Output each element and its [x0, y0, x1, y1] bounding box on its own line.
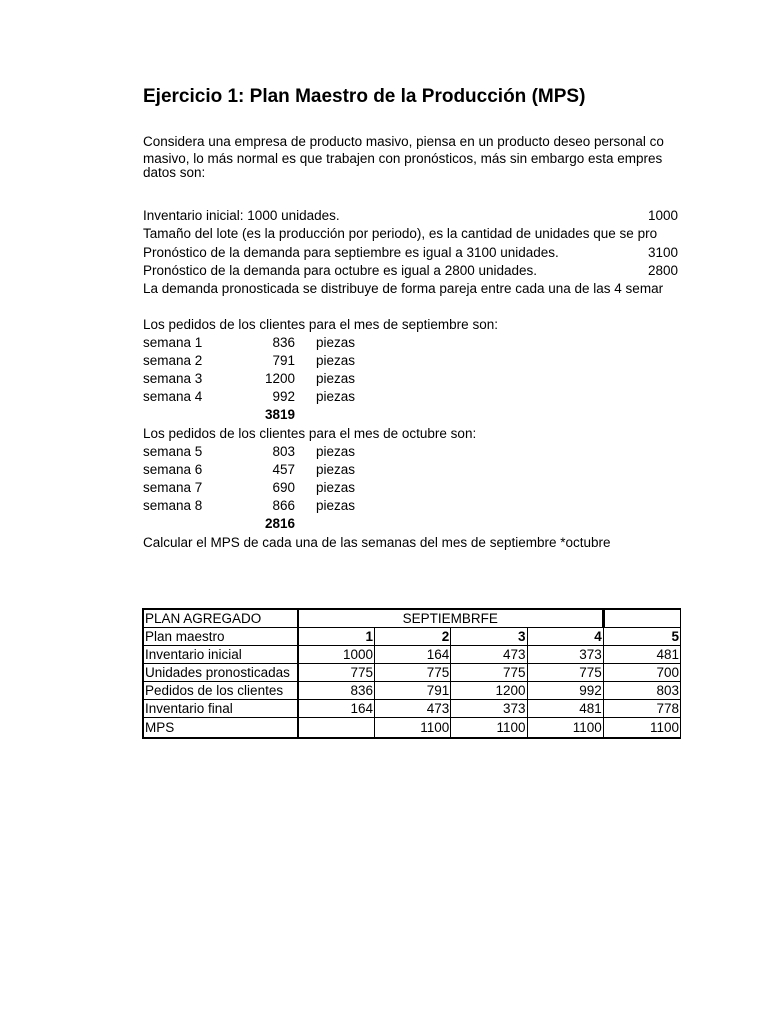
sept-week-unit: piezas	[316, 389, 356, 404]
page-title: Ejercicio 1: Plan Maestro de la Producción (MPS)	[143, 86, 586, 107]
sept-total: 3819	[264, 407, 295, 422]
intro-line-3: datos son:	[143, 165, 206, 180]
table-cell: 164	[375, 646, 451, 664]
oct-week-qty: 457	[272, 462, 295, 477]
oct-week-qty: 866	[272, 498, 295, 513]
table-row	[143, 664, 681, 682]
table-cell: 803	[603, 682, 680, 700]
oct-week-qty: 690	[272, 480, 295, 495]
table-header-row	[143, 609, 681, 628]
row-label: Pedidos de los clientes	[143, 682, 298, 700]
sept-week-label: semana 3	[143, 371, 203, 386]
table-cell: 778	[603, 700, 680, 718]
sept-week-label: semana 2	[143, 353, 203, 368]
given-pronostico-octubre-value: 2800	[648, 263, 679, 278]
oct-orders-heading: Los pedidos de los clientes para el mes de octubre son:	[143, 426, 477, 441]
given-pronostico-septiembre-value: 3100	[648, 245, 679, 260]
row-label: Plan maestro	[143, 628, 298, 646]
given-pronostico-septiembre: Pronóstico de la demanda para septiembre es igual a 3100 unidades.	[143, 245, 559, 260]
row-label: Inventario inicial	[143, 646, 298, 664]
oct-week-unit: piezas	[316, 498, 356, 513]
table-cell: 775	[451, 664, 527, 682]
table-cell: 791	[375, 682, 451, 700]
table-cell: 481	[603, 646, 680, 664]
instruction-text: Calcular el MPS de cada una de las semanas del mes de septiembre *octubre	[143, 535, 611, 550]
table-cell: 473	[451, 646, 527, 664]
sept-week-label: semana 4	[143, 389, 203, 404]
oct-week-unit: piezas	[316, 480, 356, 495]
table-cell: 836	[298, 682, 375, 700]
table-cell: 4	[527, 628, 603, 646]
oct-week-unit: piezas	[316, 462, 356, 477]
table-cell: 1100	[375, 718, 451, 739]
given-tamano-lote: Tamaño del lote (es la producción por periodo), es la cantidad de unidades que se pro	[143, 226, 658, 241]
table-header-label: PLAN AGREGADO	[143, 609, 298, 628]
table-cell: 1200	[451, 682, 527, 700]
table-row	[143, 700, 681, 718]
table-month-header: SEPTIEMBRFE	[298, 609, 604, 628]
oct-week-label: semana 8	[143, 498, 203, 513]
table-cell: 1100	[451, 718, 527, 739]
sept-week-qty: 992	[272, 389, 295, 404]
oct-week-label: semana 5	[143, 444, 203, 459]
sept-week-unit: piezas	[316, 353, 356, 368]
table-row	[143, 718, 681, 739]
table-cell: 1	[298, 628, 375, 646]
given-inventario-inicial: Inventario inicial: 1000 unidades.	[143, 208, 340, 223]
oct-week-unit: piezas	[316, 444, 356, 459]
oct-week-label: semana 6	[143, 462, 203, 477]
table-cell: 3	[451, 628, 527, 646]
table-cell: 2	[375, 628, 451, 646]
table-cell: 700	[603, 664, 680, 682]
table-cell: 775	[375, 664, 451, 682]
oct-total: 2816	[264, 516, 295, 531]
table-cell: 164	[298, 700, 375, 718]
table-cell: 5	[603, 628, 680, 646]
table-cell: 473	[375, 700, 451, 718]
sept-week-label: semana 1	[143, 335, 203, 350]
intro-line-2: masivo, lo más normal es que trabajen con pronósticos, más sin embargo esta empres	[143, 151, 663, 166]
table-cell: 1000	[298, 646, 375, 664]
sept-week-unit: piezas	[316, 335, 356, 350]
given-inventario-inicial-value: 1000	[648, 208, 679, 223]
table-cell: 1100	[603, 718, 680, 739]
table-row	[143, 646, 681, 664]
table-cell: 1100	[527, 718, 603, 739]
sept-week-qty: 836	[272, 335, 295, 350]
sept-orders-heading: Los pedidos de los clientes para el mes de septiembre son:	[143, 317, 498, 332]
table-cell: 373	[451, 700, 527, 718]
table-cell: 373	[527, 646, 603, 664]
table-row	[143, 628, 681, 646]
table-cell: 775	[527, 664, 603, 682]
sept-week-qty: 1200	[264, 371, 295, 386]
sept-week-qty: 791	[272, 353, 295, 368]
table-cell: 481	[527, 700, 603, 718]
sept-week-unit: piezas	[316, 371, 356, 386]
intro-line-1: Considera una empresa de producto masivo, piensa en un producto deseo personal co	[143, 134, 664, 149]
given-pronostico-octubre: Pronóstico de la demanda para octubre es igual a 2800 unidades.	[143, 263, 538, 278]
row-label: Inventario final	[143, 700, 298, 718]
oct-week-label: semana 7	[143, 480, 203, 495]
table-cell: 775	[298, 664, 375, 682]
oct-week-qty: 803	[272, 444, 295, 459]
row-label: MPS	[143, 718, 298, 739]
given-distribucion: La demanda pronosticada se distribuye de forma pareja entre cada una de las 4 semar	[143, 281, 664, 296]
table-month-header-next	[603, 609, 680, 628]
table-cell: 992	[527, 682, 603, 700]
table-cell	[298, 718, 375, 739]
table-row	[143, 682, 681, 700]
mps-table	[142, 608, 681, 739]
row-label: Unidades pronosticadas	[143, 664, 298, 682]
